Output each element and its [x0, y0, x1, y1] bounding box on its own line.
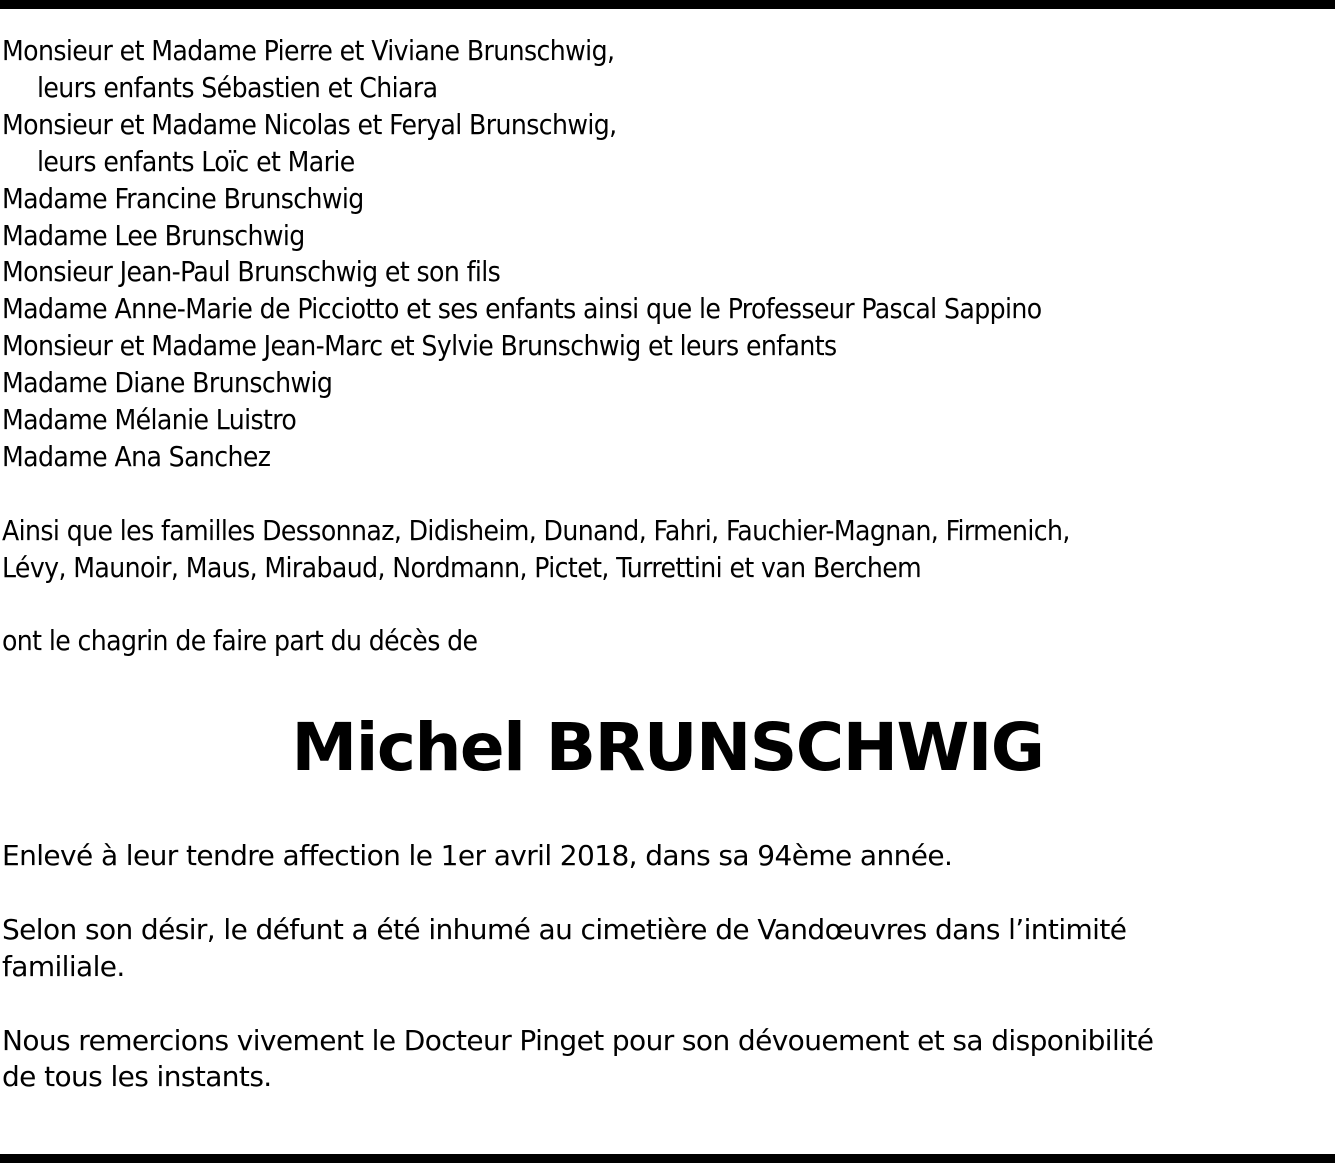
family-line: leurs enfants Loïc et Marie	[37, 144, 355, 178]
closing-line: de tous les instants.	[2, 1060, 272, 1094]
closing-line: Selon son désir, le défunt a été inhumé au cimetière de Vandœuvres dans l’intimité	[2, 912, 1127, 946]
family-line: Madame Diane Brunschwig	[2, 366, 333, 400]
family-line: leurs enfants Sébastien et Chiara	[37, 70, 438, 104]
family-line: Monsieur et Madame Pierre et Viviane Brunschwig,	[2, 34, 615, 67]
bottom-rule	[0, 1154, 1335, 1163]
family-line: Madame Mélanie Luistro	[2, 403, 297, 437]
closing-notice	[2, 838, 1327, 1096]
family-line: Madame Anne-Marie de Picciotto et ses enfants ainsi que le Professeur Pascal Sappino	[2, 292, 1042, 326]
families-line: Lévy, Maunoir, Maus, Mirabaud, Nordmann, Pictet, Turrettini et van Berchem	[2, 550, 922, 584]
family-line: Madame Lee Brunschwig	[2, 218, 305, 252]
deceased-name: Michel BRUNSCHWIG	[291, 709, 1044, 786]
closing-paragraph-date	[2, 838, 1327, 875]
closing-line: Nous remercions vivement le Docteur Pinget pour son dévouement et sa disponibilité	[2, 1023, 1154, 1057]
family-list	[2, 33, 1327, 476]
family-line: Madame Ana Sanchez	[2, 439, 271, 473]
announcement-text: ont le chagrin de faire part du décès de	[2, 624, 478, 658]
closing-paragraph-burial	[2, 912, 1327, 986]
top-rule	[0, 0, 1335, 9]
families-paragraph	[2, 513, 1327, 587]
closing-paragraph-thanks	[2, 1023, 1327, 1097]
families-line: Ainsi que les familles Dessonnaz, Didisheim, Dunand, Fahri, Fauchier-Magnan, Firmenich,	[2, 513, 1070, 547]
closing-line: familiale.	[2, 949, 125, 983]
family-line: Monsieur et Madame Nicolas et Feryal Brunschwig,	[2, 107, 617, 141]
closing-line: Enlevé à leur tendre affection le 1er avril 2018, dans sa 94ème année.	[2, 839, 953, 872]
family-notice	[2, 33, 1327, 660]
family-line: Madame Francine Brunschwig	[2, 181, 364, 215]
announcement-paragraph	[2, 623, 1327, 660]
family-line: Monsieur et Madame Jean-Marc et Sylvie Brunschwig et leurs enfants	[2, 329, 837, 363]
family-line: Monsieur Jean-Paul Brunschwig et son fils	[2, 255, 501, 289]
